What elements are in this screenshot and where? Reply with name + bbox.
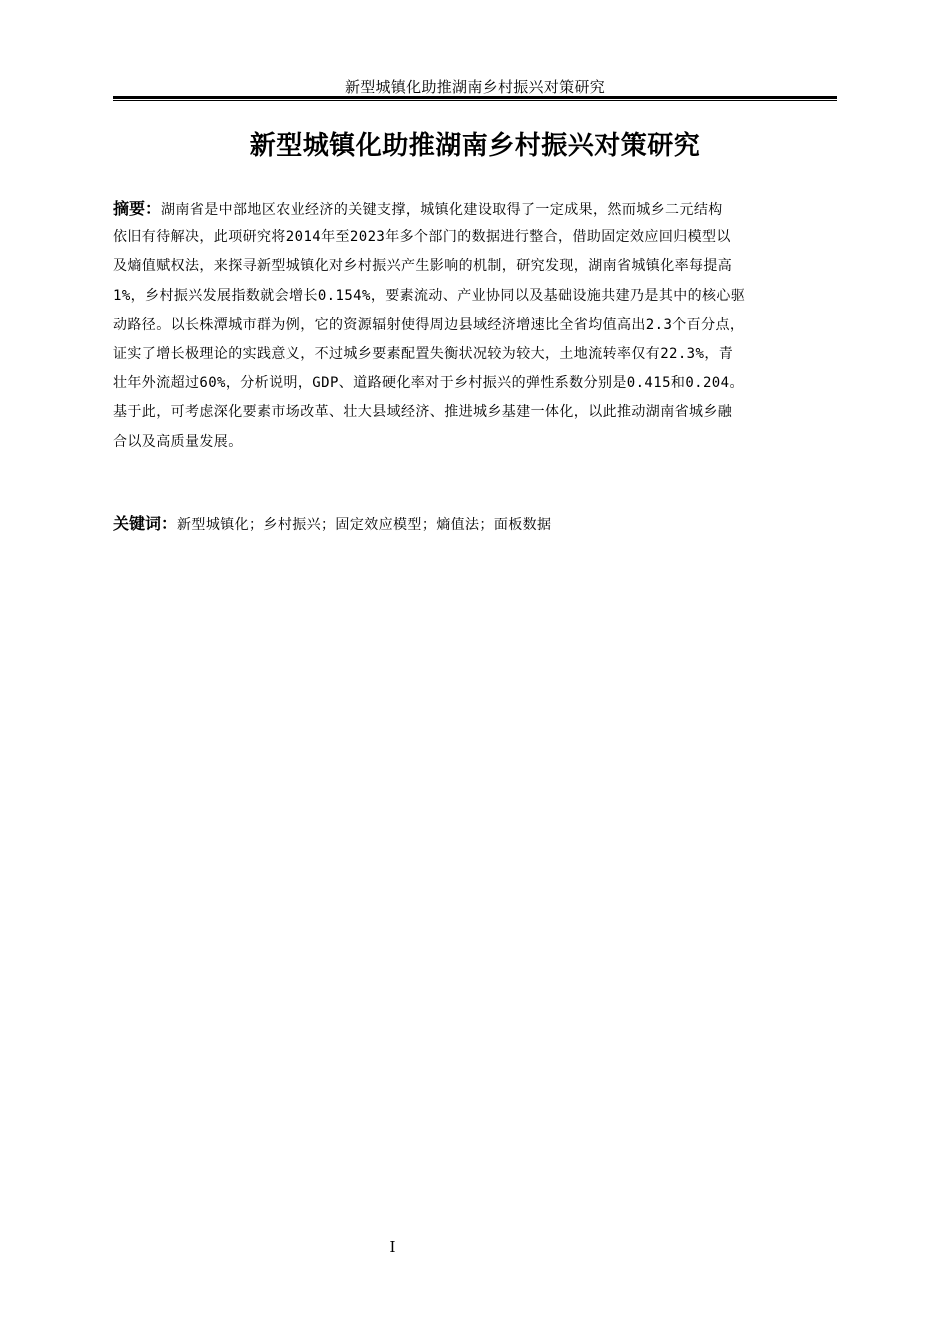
abstract-line-3: 及熵值赋权法，来探寻新型城镇化对乡村振兴产生影响的机制，研究发现，湖南省城镇化率每提高	[113, 258, 733, 275]
abstract-line-5: 动路径。以长株潭城市群为例，它的资源辐射使得周边县域经济增速比全省均值高出2.3个百分点，	[113, 316, 745, 333]
abstract-line-6: 证实了增长极理论的实践意义，不过城乡要素配置失衡状况较为较大，土地流转率仅有22.3%，青	[113, 345, 734, 362]
abstract-section	[113, 194, 837, 457]
keywords-label: 关键词：	[113, 514, 178, 533]
keywords-text: 新型城镇化；乡村振兴；固定效应模型；熵值法；面板数据	[177, 517, 552, 533]
abstract-line-7: 壮年外流超过60%，分析说明，GDP、道路硬化率对于乡村振兴的弹性系数分别是0.415和0.204。	[113, 375, 744, 392]
abstract-text: 湖南省是中部地区农业经济的关键支撑，城镇化建设取得了一定成果，然而城乡二元结构	[161, 202, 723, 218]
abstract-line-8: 基于此，可考虑深化要素市场改革、壮大县域经济、推进城乡基建一体化，以此推动湖南省城乡融	[113, 404, 733, 421]
abstract-label: 摘要：	[113, 199, 162, 218]
keywords-section	[113, 510, 837, 539]
abstract-line-1	[113, 194, 837, 223]
running-header: 新型城镇化助推湖南乡村振兴对策研究	[344, 78, 606, 96]
abstract-line-4: 1%，乡村振兴发展指数就会增长0.154%，要素流动、产业协同以及基础设施共建乃是其中的核心驱	[113, 287, 746, 304]
abstract-line-2: 依旧有待解决，此项研究将2014年至2023年多个部门的数据进行整合，借助固定效应回归模型以	[113, 229, 731, 246]
page-number: I	[389, 1238, 396, 1256]
abstract-line-9: 合以及高质量发展。	[113, 433, 243, 450]
page-title: 新型城镇化助推湖南乡村振兴对策研究	[249, 131, 701, 161]
header-rule	[113, 96, 837, 101]
